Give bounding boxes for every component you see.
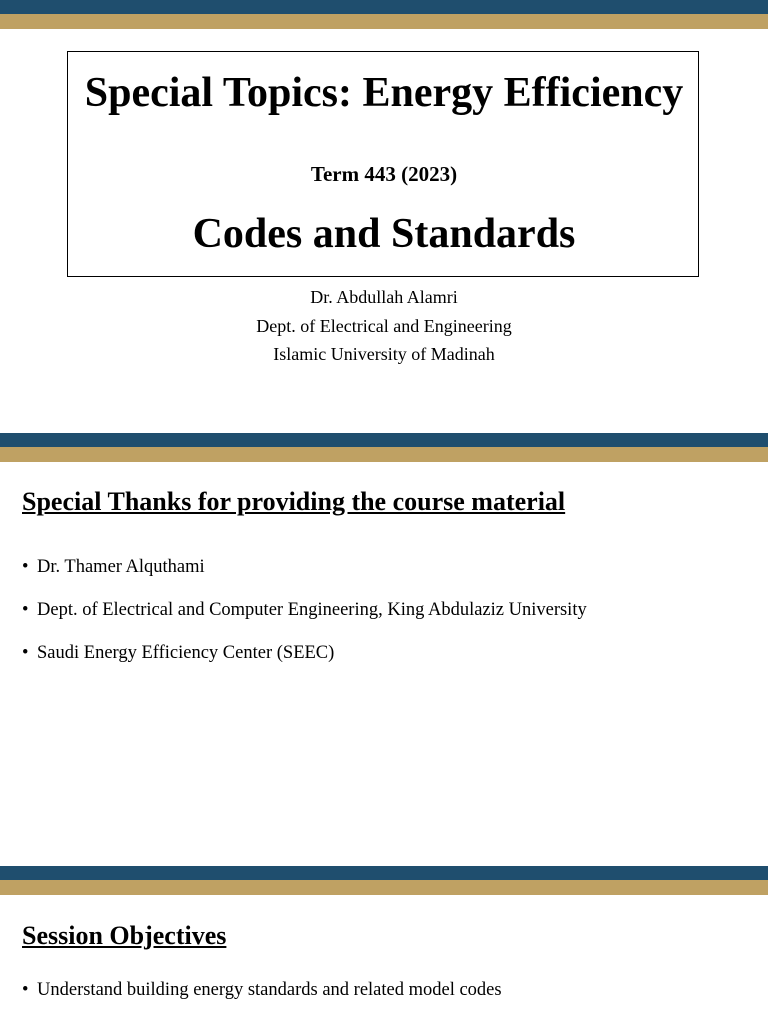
term-label: Term 443 (2023) [310,162,458,186]
header-band-blue [0,866,768,880]
author-department: Dept. of Electrical and Engineering [256,316,512,336]
list-item [22,979,752,1001]
header-band-gold [0,447,768,462]
list-item-text: Dept. of Electrical and Computer Engineering, King Abdulaziz University [37,600,587,620]
header-band-blue [0,0,768,14]
bullet-icon: • [22,980,29,1000]
list-item [22,599,752,621]
thanks-list [22,556,752,664]
list-item [22,642,752,664]
author-university: Islamic University of Madinah [273,344,495,364]
list-item-text: Dr. Thamer Alquthami [37,557,205,577]
header-band-gold [0,14,768,29]
course-title: Special Topics: Energy Efficiency [84,70,684,116]
slide-objectives [0,866,768,1024]
thanks-heading: Special Thanks for providing the course material [22,487,566,516]
header-band-gold [0,880,768,895]
list-item-text: Saudi Energy Efficiency Center (SEEC) [37,643,335,663]
slide-title [0,0,768,433]
slide-subtitle: Codes and Standards [192,211,576,257]
slide-thanks [0,433,768,866]
bullet-icon: • [22,557,29,577]
objectives-list [22,979,752,1001]
objectives-heading: Session Objectives [22,921,227,950]
author-name: Dr. Abdullah Alamri [310,287,458,307]
bullet-icon: • [22,600,29,620]
bullet-icon: • [22,643,29,663]
header-band-blue [0,433,768,447]
list-item [22,556,752,578]
list-item-text: Understand building energy standards and related model codes [37,980,502,1000]
